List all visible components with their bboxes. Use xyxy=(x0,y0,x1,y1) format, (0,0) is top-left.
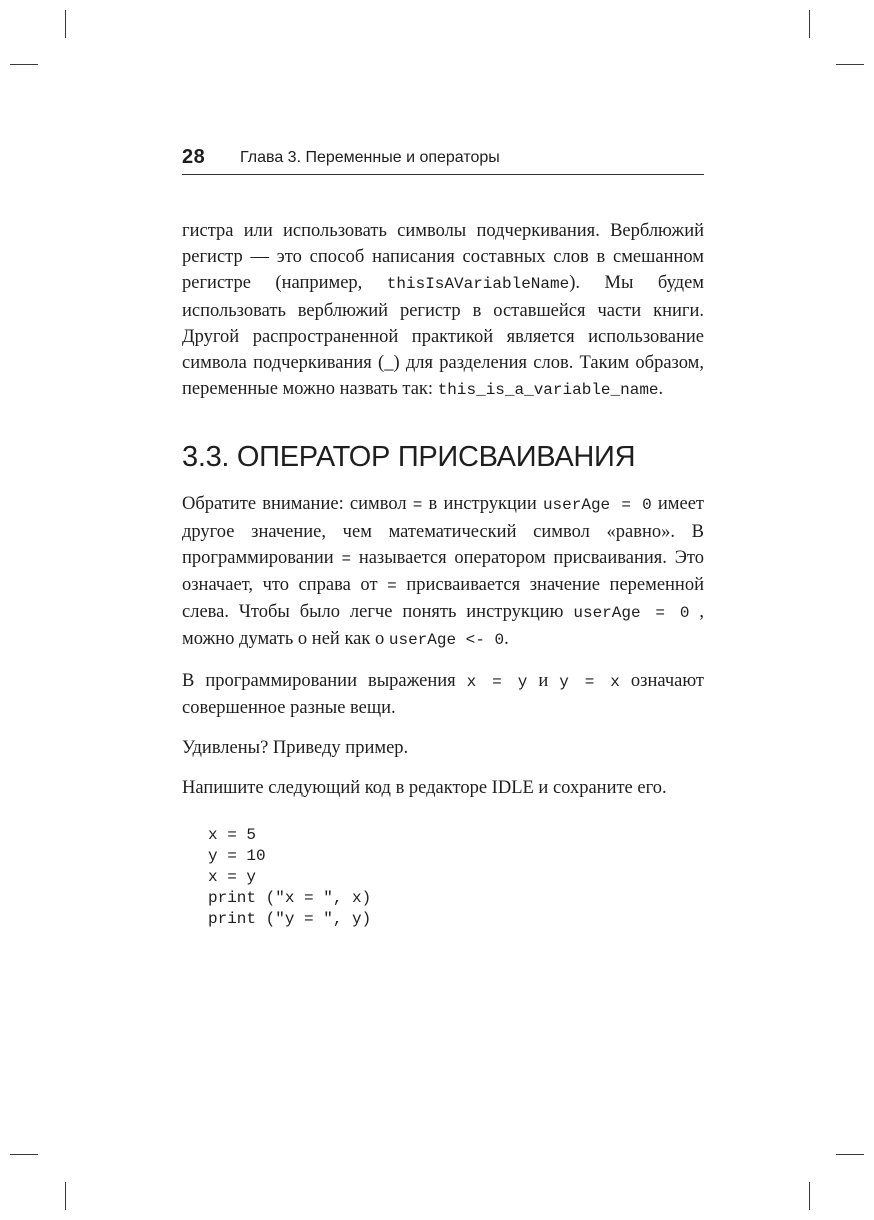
crop-mark xyxy=(809,10,810,38)
inline-code: userAge <- 0 xyxy=(388,631,505,650)
page-number: 28 xyxy=(182,146,206,168)
running-header xyxy=(182,146,704,174)
crop-mark xyxy=(65,1182,66,1210)
inline-code: = xyxy=(341,549,352,568)
inline-code: = xyxy=(387,577,397,596)
crop-mark xyxy=(10,64,38,65)
paragraph-expressions: В программировании выражения x = y и y = x означают совершенное разные вещи. xyxy=(182,670,705,718)
inline-code: y = x xyxy=(559,672,620,691)
header-rule xyxy=(182,174,704,175)
crop-mark xyxy=(809,1182,810,1210)
chapter-title: Глава 3. Переменные и операторы xyxy=(240,149,500,166)
inline-code: userAge = 0 xyxy=(573,604,690,623)
crop-mark xyxy=(836,1154,864,1155)
paragraph-assignment: Обратите внимание: символ = в инструкции userAge = 0 имеет другое значение, чем математический символ «равно». В программировании = называется оператором присваивания. Это означает, что справа от = присваивается значение переменной слева. Чтобы было легче понять инструкцию userAge = 0 , можно думать о ней как о userAge <- 0. xyxy=(182,494,704,650)
paragraph-surprised: Удивлены? Приведу пример. xyxy=(182,738,409,759)
paragraph-instruction: Напишите следующий код в редакторе IDLE и сохраните его. xyxy=(182,778,667,799)
inline-code: this_is_a_variable_name xyxy=(437,381,659,400)
code-line: print ("y = ", y) xyxy=(208,909,372,928)
code-line: print ("x = ", x) xyxy=(208,888,372,907)
code-line: x = y xyxy=(208,868,257,887)
code-line: x = 5 xyxy=(208,826,257,845)
crop-mark xyxy=(836,64,864,65)
section-heading: 3.3. ОПЕРАТОР ПРИСВАИВАНИЯ xyxy=(182,441,636,474)
crop-mark xyxy=(65,10,66,38)
crop-mark xyxy=(10,1154,38,1155)
page-body xyxy=(182,218,704,929)
inline-code: = xyxy=(412,496,423,515)
inline-code: thisIsAVariableName xyxy=(386,275,570,294)
code-line: y = 10 xyxy=(208,847,266,866)
paragraph-naming: гистра или использовать символы подчеркивания. Верблюжий регистр — это способ написания составных слов в смешанном регистре (например, thisIsAVariableName). Мы будем использовать верблюжий регистр в оставшейся части книги. Другой распространенной практикой является использование символа подчеркивания (_) для разделения слов. Таким образом, переменные можно назвать так: this_is_a_variable_name. xyxy=(182,221,704,400)
code-listing xyxy=(208,825,704,929)
inline-code: x = y xyxy=(466,672,528,691)
inline-code: userAge = 0 xyxy=(542,496,652,515)
